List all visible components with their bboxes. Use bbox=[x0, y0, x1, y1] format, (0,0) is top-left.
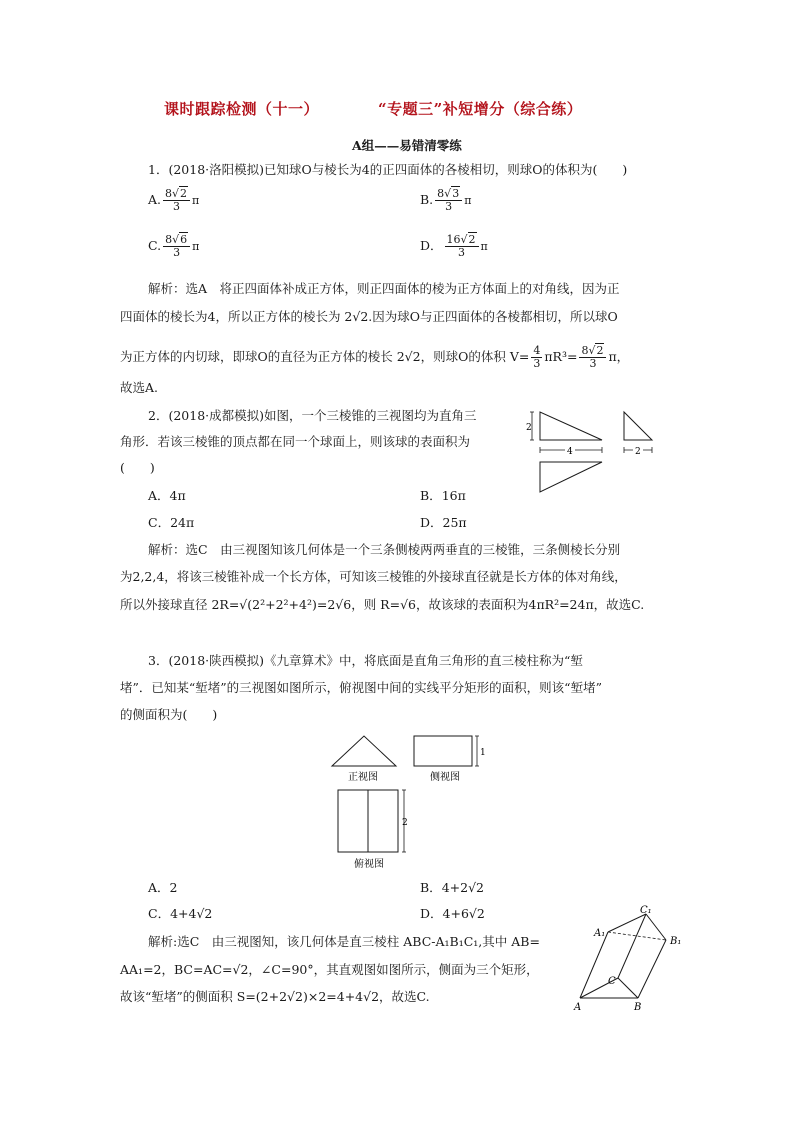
q2-length-label: 4 bbox=[567, 447, 573, 457]
q2-top-view bbox=[540, 462, 602, 492]
q3-top-caption: 俯视图 bbox=[354, 859, 384, 870]
q3-option-b: B．4+2√2 bbox=[420, 880, 484, 895]
q2-height-label: 2 bbox=[526, 423, 532, 433]
q2-option-b: B．16π bbox=[420, 488, 466, 503]
q2-solution-line-3: 所以外接球直径 2R=√(2²+2²+4²)=2√6，则 R=√6，故该球的表面积为4πR²=24π，故选C. bbox=[120, 597, 645, 612]
prism-label-c: C bbox=[608, 976, 616, 987]
q3-option-d: D．4+6√2 bbox=[420, 906, 485, 921]
q2-stem-line-2: 角形．若该三棱锥的顶点都在同一个球面上，则该球的表面积为 bbox=[120, 434, 471, 449]
q2-side-view bbox=[624, 412, 652, 440]
prism-label-c1: C₁ bbox=[640, 905, 652, 916]
q3-solution-line-1: 解析:选C 由三视图知，该几何体是直三棱柱 ABC-A₁B₁C₁,其中 AB= bbox=[148, 934, 540, 949]
q2-option-c: C．24π bbox=[148, 515, 195, 530]
q2-option-a: A．4π bbox=[148, 488, 186, 503]
prism-label-b: B bbox=[634, 1002, 642, 1013]
q3-top-height-label: 2 bbox=[402, 818, 408, 828]
page-title-right: “专题三”补短增分（综合练） bbox=[378, 100, 583, 118]
group-label: A组——易错清零练 bbox=[352, 138, 462, 153]
prism-label-a: A bbox=[574, 1002, 582, 1013]
q3-solution-line-2: AA₁=2，BC=AC=√2，∠C=90°，其直观图如图所示，侧面为三个矩形， bbox=[120, 962, 539, 977]
q1-option-b: B. $\frac{8√3}{3}$ π bbox=[420, 187, 472, 213]
q3-stem-line-3: 的侧面积为( ) bbox=[120, 707, 218, 722]
q3-option-c: C．4+4√2 bbox=[148, 906, 213, 921]
q3-front-caption: 正视图 bbox=[348, 772, 378, 783]
q3-prism-diagram bbox=[572, 906, 690, 1014]
q1-solution-line-2: 四面体的棱长为4，所以正方体的棱长为 2√2.因为球O与正四面体的各棱都相切，所以球O bbox=[120, 309, 618, 324]
q1-option-d: D． $\frac{16√2}{3}$ π bbox=[420, 233, 488, 259]
q3-three-views-figure bbox=[330, 732, 486, 872]
prism-label-a1: A₁ bbox=[594, 928, 606, 939]
prism-label-b1: B₁ bbox=[670, 936, 682, 947]
q2-stem-line-1: 2．(2018·成都模拟)如图，一个三棱锥的三视图均为直角三 bbox=[148, 408, 477, 423]
q3-front-view bbox=[332, 736, 396, 766]
q3-solution-line-3: 故该“堑堵”的侧面积 S=(2+2√2)×2=4+4√2，故选C. bbox=[120, 989, 430, 1004]
q2-side-width-label: 2 bbox=[635, 447, 641, 457]
page-title-left: 课时跟踪检测（十一） bbox=[164, 100, 320, 118]
q1-solution-line-1: 解析：选A 将正四面体补成正方体，则正四面体的棱为正方体面上的对角线，因为正 bbox=[148, 281, 620, 296]
q1-solution-line-3: 为正方体的内切球，即球O的直径为正方体的棱长 2√2，则球O的体积 V= $\frac{4}{3}$ πR³= $\frac{8√2}{3}$ π， bbox=[120, 344, 630, 370]
q2-front-view bbox=[540, 412, 602, 440]
q3-side-view bbox=[414, 736, 472, 766]
q3-side-height-label: 1 bbox=[480, 748, 486, 758]
q2-stem-line-3: ( ) bbox=[120, 460, 155, 475]
q1-option-c: C. $\frac{8√6}{3}$ π bbox=[148, 233, 200, 259]
q1-solution-line-4: 故选A. bbox=[120, 380, 159, 395]
q2-solution-line-1: 解析：选C 由三视图知该几何体是一个三条侧棱两两垂直的三棱锥，三条侧棱长分别 bbox=[148, 542, 621, 557]
q2-three-views-figure bbox=[524, 404, 664, 496]
q3-stem-line-2: 堵”．已知某“堑堵”的三视图如图所示，俯视图中间的实线平分矩形的面积，则该“堑堵” bbox=[120, 680, 602, 695]
q2-solution-line-2: 为2,2,4，将该三棱锥补成一个长方体，可知该三棱锥的外接球直径就是长方体的体对角线， bbox=[120, 569, 627, 584]
q1-stem: 1．(2018·洛阳模拟)已知球O与棱长为4的正四面体的各棱相切，则球O的体积为( ) bbox=[148, 162, 628, 177]
q3-side-caption: 侧视图 bbox=[430, 772, 460, 783]
q1-option-a: A. $\frac{8√2}{3}$ π bbox=[148, 187, 200, 213]
q2-option-d: D．25π bbox=[420, 515, 467, 530]
q3-stem-line-1: 3．(2018·陕西模拟)《九章算术》中，将底面是直角三角形的直三棱柱称为“堑 bbox=[148, 653, 583, 668]
q3-option-a: A．2 bbox=[148, 880, 178, 895]
